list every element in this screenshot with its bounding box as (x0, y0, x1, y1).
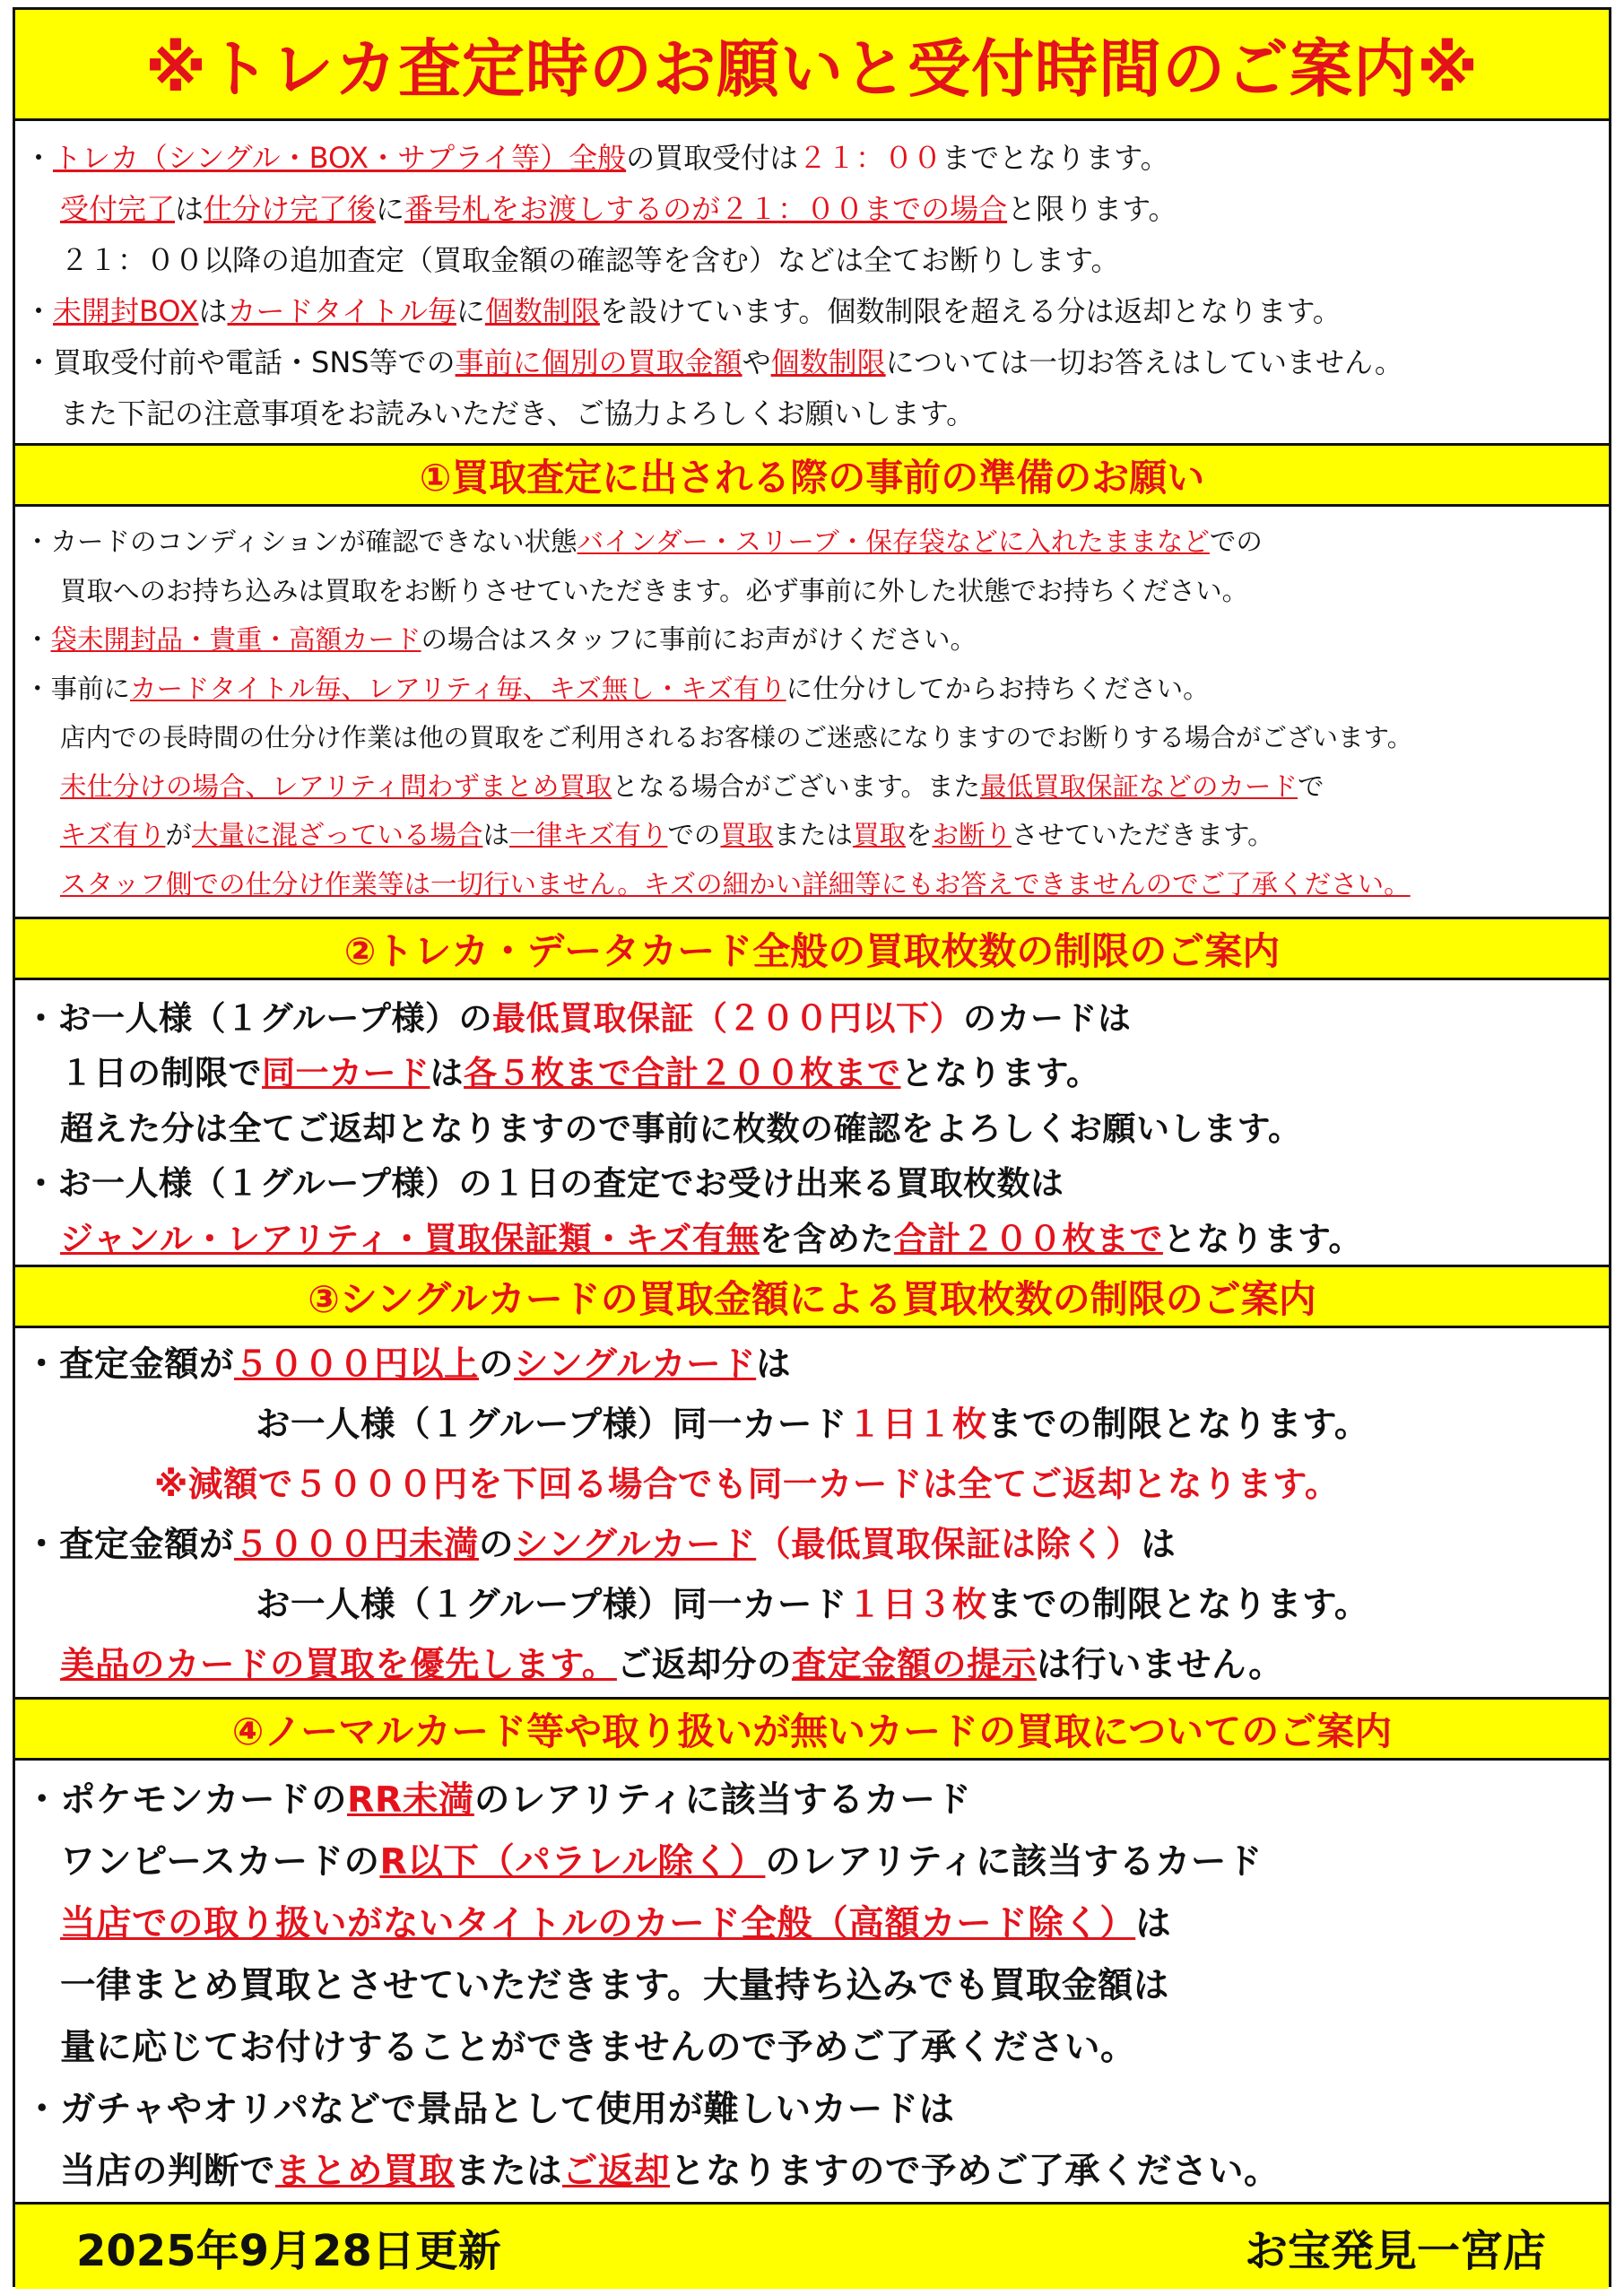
sec4-line-3: 当店での取り扱いがないタイトルのカード全般（高額カード除く） は (60, 1902, 1172, 1944)
sec1-line-6: 未仕分けの場合、レアリティ問わずまとめ買取 となる場合がございます。また 最低買取保証などのカード で (60, 770, 1324, 802)
sec2-line-5: ジャンル・レアリティ・買取保証類・キズ有無 を含めた 合計２００枚まで となります。 (60, 1219, 1362, 1258)
notice-sheet (13, 7, 1611, 2287)
intro-line-1: ・ トレカ（シングル・BOX・サプライ等）全般 の買取受付は ２１：００ までとなります。 (24, 140, 1169, 175)
intro-line-6: また下記の注意事項をお読みいただき、ご協力よろしくお願いします。 (60, 396, 976, 430)
sec4-line-7: 当店の判断で まとめ買取 または ご返却 となりますので予めご了承ください。 (60, 2150, 1280, 2192)
update-date: 2025年9月28日更新 (76, 2225, 501, 2276)
section-3-title: ③シングルカードの買取金額による買取枚数の制限のご案内 (15, 1267, 1609, 1328)
section-1-body (15, 507, 1609, 919)
sec4-line-5: 量に応じてお付けすることができませんので予めご了承ください。 (60, 2026, 1136, 2068)
section-4-body (15, 1761, 1609, 2205)
section-1-title: ①買取査定に出される際の事前の準備のお願い (15, 446, 1609, 507)
intro-line-3: ２１：００以降の追加査定（買取金額の確認等を含む）などは全てお断りします。 (60, 242, 1120, 277)
footer (15, 2205, 1609, 2289)
sec1-line-3: ・ 袋未開封品・貴重・高額カード の場合はスタッフに事前にお声がけください。 (24, 624, 977, 656)
sec4-line-2: ワンピースカードの R以下（パラレル除く） のレアリティに該当するカード (60, 1840, 1263, 1883)
section-2-title: ②トレカ・データカード全般の買取枚数の制限のご案内 (15, 919, 1609, 980)
section-3-body (15, 1328, 1609, 1700)
sec1-line-8: スタッフ側での仕分け作業等は一切行いません。キズの細かい詳細等にもお答えできませんのでご了承ください。 (60, 868, 1411, 900)
page-title: ※トレカ査定時のお願いと受付時間のご案内※ (15, 10, 1609, 121)
sec1-line-7: キズ有り が 大量に混ざっている場合 は 一律キズ有り での 買取 または 買取 を お断り させていただきます。 (60, 820, 1274, 851)
intro-line-5: ・買取受付前や電話・SNS等での 事前に個別の買取金額 や 個数制限 については一切お答えはしていません。 (24, 344, 1403, 379)
sec1-line-2: 買取へのお持ち込みは買取をお断りさせていただきます。必ず事前に外した状態でお持ちください。 (60, 575, 1249, 606)
sec2-line-3: 超えた分は全てご返却となりますので事前に枚数の確認をよろしくお願いします。 (60, 1109, 1302, 1148)
sec3-line-2: お一人様（１グループ様）同一カード １日１枚 までの制限となります。 (256, 1405, 1369, 1445)
sec2-line-4: ・お一人様（１グループ様）の１日の査定でお受け出来る買取枚数は (24, 1164, 1064, 1204)
sec4-line-4: 一律まとめ買取とさせていただきます。大量持ち込みでも買取金額は (60, 1964, 1169, 2006)
sec3-line-3: ※減額で５０００円を下回る場合でも同一カードは全てご返却となります。 (154, 1465, 1340, 1505)
sec1-line-5: 店内での長時間の仕分け作業は他の買取をご利用されるお客様のご迷惑になりますのでお断りする場合がございます。 (60, 722, 1413, 752)
intro-line-4: ・ 未開封BOX は カードタイトル毎 に 個数制限 を設けています。個数制限を超える分は返却となります。 (24, 293, 1342, 328)
section-2-body (15, 980, 1609, 1267)
sec1-line-4: ・事前に カードタイトル毎、レアリティ毎、キズ無し・キズ有り に仕分けしてからお持ちください。 (24, 673, 1210, 704)
sec2-line-1: ・お一人様（１グループ様）の 最低買取保証（２００円以下） のカードは (24, 998, 1132, 1038)
sec2-line-2: １日の制限で 同一カード は 各５枚まで合計２００枚まで となります。 (60, 1054, 1100, 1093)
section-4-title: ④ノーマルカード等や取り扱いが無いカードの買取についてのご案内 (15, 1700, 1609, 1761)
sec4-line-6: ・ガチャやオリパなどで景品として使用が難しいカードは (24, 2088, 955, 2130)
sec3-line-5: お一人様（１グループ様）同一カード １日３枚 までの制限となります。 (256, 1585, 1369, 1625)
intro-line-2: 受付完了 は 仕分け完了後 に 番号札をお渡しするのが２１：００までの場合 と限ります。 (60, 191, 1177, 226)
store-name: お宝発見一宮店 (1244, 2225, 1546, 2276)
intro-block (15, 121, 1609, 446)
sec3-line-1: ・査定金額が ５０００円以上 の シングルカード は (24, 1344, 792, 1385)
sec3-line-6: 美品のカードの買取を優先します。 ご返却分の 査定金額の提示 は行いません。 (60, 1645, 1284, 1685)
sec4-line-1: ・ポケモンカードの RR未満 のレアリティに該当するカード (24, 1779, 972, 1821)
sec1-line-1: ・カードのコンディションが確認できない状態 バインダー・スリーブ・保存袋などに入れたままなど での (24, 526, 1263, 558)
sec3-line-4: ・査定金額が ５０００円未満 の シングルカード （最低買取保証は除く） は (24, 1525, 1177, 1565)
